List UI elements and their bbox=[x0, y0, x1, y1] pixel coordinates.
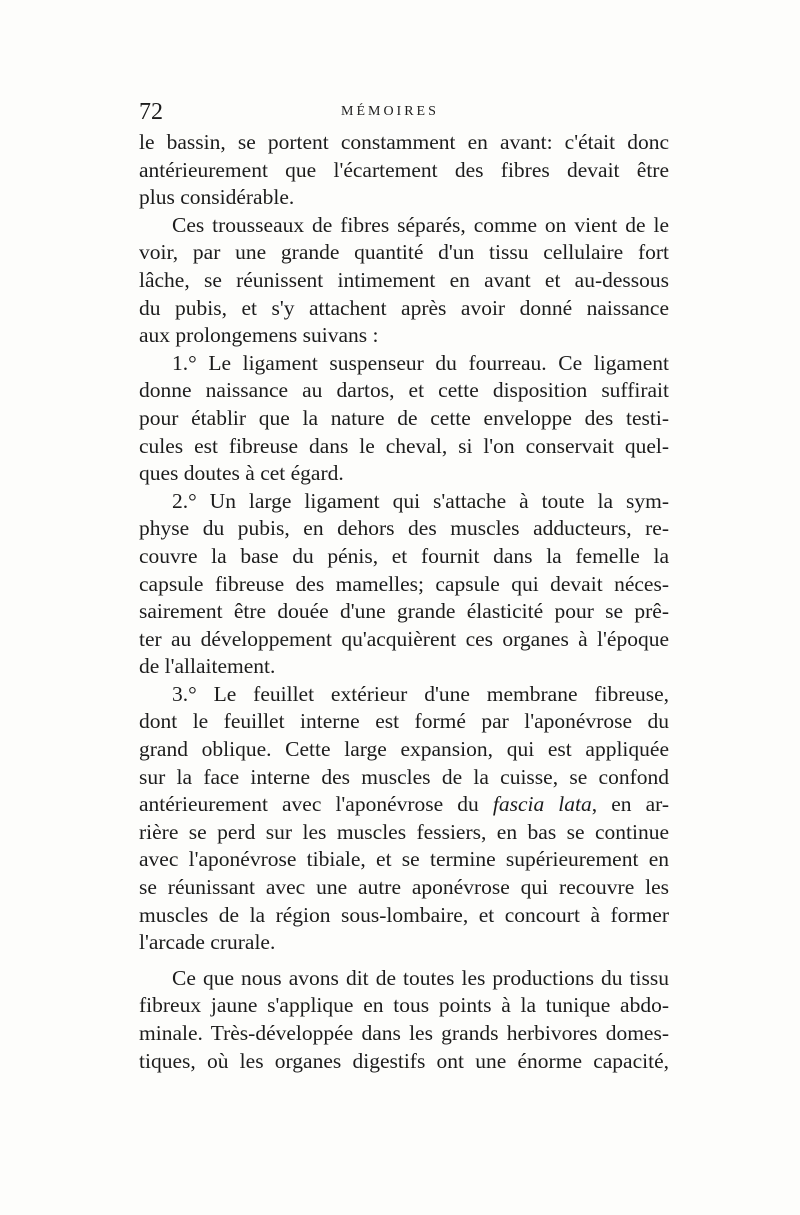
text-line: dont le feuillet interne est formé par l'aponévrose du bbox=[139, 709, 669, 734]
body-text bbox=[139, 129, 669, 1075]
text-line: muscles de la région sous-lombaire, et concourt à former bbox=[139, 902, 669, 927]
text-line: ques doutes à cet égard. bbox=[139, 461, 344, 486]
page-number: 72 bbox=[139, 99, 163, 125]
text-line: minale. Très-développée dans les grands herbivores domes- bbox=[139, 1021, 669, 1045]
text-line: sairement être douée d'une grande élasticité pour se prê- bbox=[139, 599, 669, 624]
text-line: avec l'aponévrose tibiale, et se termine supérieurement en bbox=[139, 847, 669, 872]
text-line bbox=[139, 791, 669, 819]
text-segment: antérieurement avec l'aponévrose du bbox=[139, 792, 479, 817]
text-line: 1.° Le ligament suspenseur du fourreau. Ce ligament bbox=[172, 350, 669, 375]
page-header bbox=[139, 98, 669, 126]
text-line: capsule fibreuse des mamelles; capsule qui devait néces- bbox=[139, 571, 669, 596]
text-line: du pubis, et s'y attachent après avoir donné naissance bbox=[139, 295, 669, 320]
text-line: se réunissant avec une autre aponévrose qui recouvre les bbox=[139, 875, 669, 900]
text-line: pour établir que la nature de cette enveloppe des testi- bbox=[139, 405, 669, 430]
text-line: grand oblique. Cette large expansion, qui est appliquée bbox=[139, 737, 669, 762]
text-line: plus considérable. bbox=[139, 185, 295, 210]
text-line: l'arcade crurale. bbox=[139, 930, 276, 955]
text-line: ter au développement qu'acquièrent ces organes à l'époque bbox=[139, 626, 669, 651]
text-line: 2.° Un large ligament qui s'attache à toute la sym- bbox=[172, 488, 669, 513]
text-line: tiques, où les organes digestifs ont une énorme capacité, bbox=[139, 1048, 669, 1073]
italic-term: fascia lata bbox=[492, 792, 592, 817]
text-line: lâche, se réunissent intimement en avant et au-dessous bbox=[139, 267, 669, 292]
text-line: cules est fibreuse dans le cheval, si l'on conservait quel- bbox=[139, 433, 669, 458]
text-line: physe du pubis, en dehors des muscles adducteurs, re- bbox=[139, 516, 669, 541]
text-line: aux prolongemens suivans : bbox=[139, 323, 379, 348]
text-line: Ces trousseaux de fibres séparés, comme on vient de le bbox=[172, 212, 669, 237]
text-line: antérieurement que l'écartement des fibres devait être bbox=[139, 157, 669, 182]
running-head: MÉMOIRES bbox=[341, 104, 439, 119]
text-line: rière se perd sur les muscles fessiers, en bas se continue bbox=[139, 819, 669, 844]
text-line: donne naissance au dartos, et cette disposition suffirait bbox=[139, 378, 669, 403]
text-line: sur la face interne des muscles de la cuisse, se confond bbox=[139, 764, 669, 789]
text-line: 3.° Le feuillet extérieur d'une membrane fibreuse, bbox=[172, 681, 669, 706]
text-line: voir, par une grande quantité d'un tissu cellulaire fort bbox=[139, 240, 669, 265]
text-line: de l'allaitement. bbox=[139, 654, 276, 679]
text-line: fibreux jaune s'applique en tous points à la tunique abdo- bbox=[139, 993, 669, 1018]
text-line: le bassin, se portent constamment en avant: c'était donc bbox=[139, 130, 669, 154]
text-line: Ce que nous avons dit de toutes les productions du tissu bbox=[172, 965, 669, 990]
text-line: couvre la base du pénis, et fournit dans la femelle la bbox=[139, 543, 669, 568]
text-segment: , en ar- bbox=[591, 792, 669, 817]
